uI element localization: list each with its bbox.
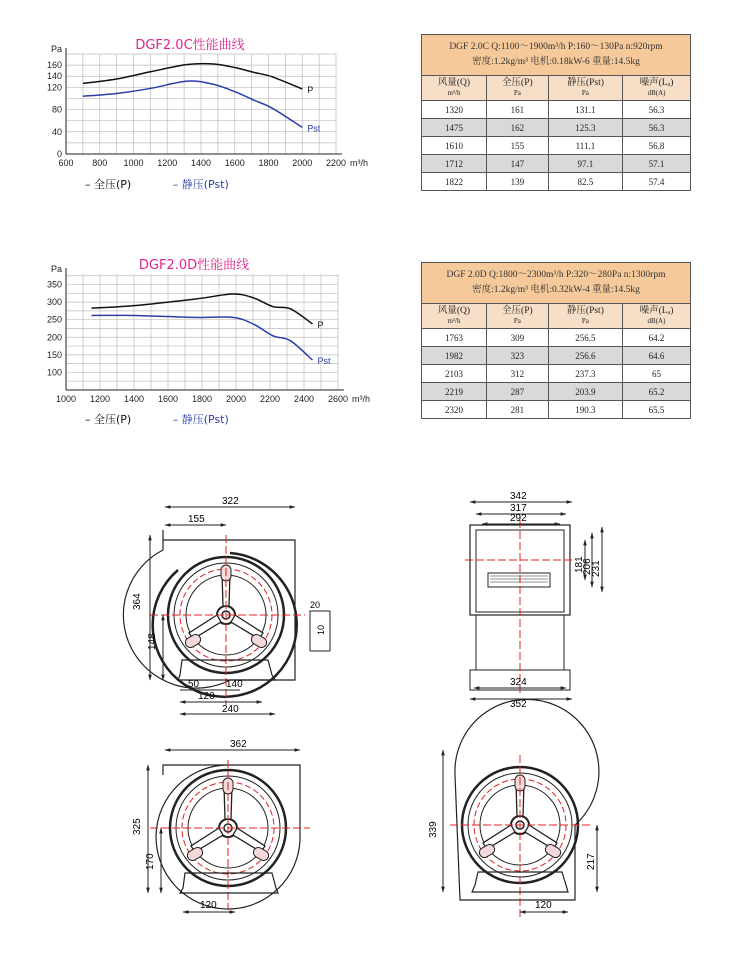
- col-unit: dB(A): [647, 89, 666, 97]
- dim-140: 140: [226, 679, 243, 690]
- x-tick-label: 1000: [123, 158, 144, 168]
- table-row: 2219 287 203.9 65.2: [422, 383, 691, 401]
- col-name: 全压(P): [502, 78, 533, 88]
- y-tick-label: 160: [46, 60, 62, 71]
- x-unit-label: m³/h: [350, 158, 368, 168]
- y-unit-label: Pa: [50, 264, 62, 274]
- legend-c: [85, 176, 229, 192]
- col-name: 噪声(Lₐ): [639, 306, 674, 316]
- x-tick-label: 1600: [224, 158, 245, 168]
- dim-50: 50: [188, 679, 200, 690]
- x-tick-label: 2200: [259, 394, 281, 404]
- spec-line-1: DGF 2.0C Q:1100～1900m³/h P:160～130Pa n:920rpm: [449, 42, 663, 52]
- chart-title-d: DGF2.0D性能曲线: [138, 258, 250, 273]
- y-tick-label: 150: [46, 349, 62, 360]
- series-label-p: P: [317, 319, 324, 330]
- x-tick-label: 1600: [157, 394, 179, 404]
- column-headers: [422, 304, 691, 329]
- table-row: 1610 155 111.1 56.8: [422, 137, 691, 155]
- dim-325: 325: [132, 818, 143, 835]
- chart-title-c: DGF2.0C性能曲线: [135, 38, 245, 53]
- col-unit: m³/h: [447, 317, 461, 325]
- x-tick-label: 2600: [327, 394, 349, 404]
- table-row: 1475 162 125.3 56.3: [422, 119, 691, 137]
- performance-table-c: [421, 34, 691, 191]
- spec-line-2: 密度:1.2kg/m³ 电机:0.18kW-6 重量:14.5kg: [472, 57, 640, 67]
- col-name: 噪声(Lₐ): [639, 78, 674, 88]
- x-tick-label: 1800: [191, 394, 213, 404]
- column-headers: [422, 76, 691, 101]
- dim-20: 20: [310, 600, 321, 610]
- dim-217: 217: [586, 853, 597, 870]
- dim-352: 352: [510, 699, 527, 710]
- y-tick-label: 200: [46, 332, 62, 343]
- x-tick-label: 600: [58, 158, 74, 168]
- y-tick-label: 300: [46, 297, 62, 308]
- col-name: 风量(Q): [437, 78, 471, 88]
- x-tick-label: 2000: [292, 158, 313, 168]
- col-unit: Pa: [513, 317, 521, 325]
- y-unit-label: Pa: [50, 44, 62, 54]
- dim-322: 322: [222, 496, 239, 507]
- dim-170: 170: [145, 853, 156, 870]
- x-unit-label: m³/h: [352, 394, 370, 404]
- performance-table-d: [421, 262, 691, 419]
- col-unit: m³/h: [447, 89, 461, 97]
- dim-292: 292: [510, 513, 527, 524]
- x-tick-label: 2200: [325, 158, 347, 168]
- table-header-d: [422, 263, 691, 304]
- y-tick-label: 140: [46, 71, 62, 82]
- dim-181: 181: [574, 556, 585, 573]
- dim-120-rear-left: 120: [200, 900, 217, 911]
- legend-static-pressure: – 静压(Pst): [172, 178, 229, 191]
- x-tick-label: 1400: [123, 394, 145, 404]
- x-tick-label: 1200: [89, 394, 111, 404]
- x-tick-label: 2400: [293, 394, 315, 404]
- dim-155: 155: [188, 514, 205, 525]
- dim-206: 206: [582, 558, 593, 575]
- dim-120-rear-right: 120: [535, 900, 552, 911]
- y-tick-label: 0: [56, 149, 62, 159]
- table-row: 2103 312 237.3 65: [422, 365, 691, 383]
- spec-line-1: DGF 2.0D Q:1800～2300m³/h P:320～280Pa n:1300rpm: [446, 270, 666, 280]
- series-label-pst: Pst: [307, 123, 321, 134]
- series-label-p: P: [307, 85, 314, 95]
- col-name: 全压(P): [502, 306, 533, 316]
- y-tick-label: 40: [51, 126, 62, 137]
- table-row: 1320 161 131.1 56.3: [422, 101, 691, 119]
- x-tick-label: 1000: [55, 394, 77, 404]
- x-tick-label: 1800: [258, 158, 279, 168]
- rear-view-left: [148, 750, 310, 912]
- col-name: 风量(Q): [437, 306, 471, 316]
- dim-120: 120: [198, 691, 215, 702]
- legend-total-pressure: – 全压(P): [85, 413, 132, 426]
- spec-line-2: 密度:1.2kg/m³ 电机:0.32kW-4 重量:14.5kg: [472, 285, 640, 295]
- y-tick-label: 100: [46, 367, 62, 378]
- performance-chart-c: [30, 44, 368, 179]
- y-tick-label: 250: [46, 314, 62, 325]
- series-label-pst: Pst: [317, 356, 331, 367]
- performance-chart-d: [30, 264, 370, 412]
- x-tick-label: 1200: [157, 158, 178, 168]
- col-unit: Pa: [513, 89, 521, 97]
- dim-362: 362: [230, 739, 247, 750]
- table-row: 1763 309 256.5 64.2: [422, 329, 691, 347]
- dim-240: 240: [222, 704, 239, 715]
- dim-364: 364: [132, 593, 143, 610]
- fan-dimension-drawings: [0, 480, 750, 960]
- table-header-c: [422, 35, 691, 76]
- col-unit: Pa: [581, 89, 589, 97]
- legend-static-pressure: – 静压(Pst): [172, 413, 229, 426]
- table-row: 1712 147 97.1 57.1: [422, 155, 691, 173]
- x-tick-label: 1400: [190, 158, 212, 168]
- col-name: 静压(Pst): [566, 78, 604, 88]
- x-tick-label: 2000: [225, 394, 247, 404]
- y-tick-label: 120: [46, 82, 62, 93]
- col-unit: Pa: [581, 317, 589, 325]
- dim-148: 148: [147, 633, 158, 650]
- dim-342: 342: [510, 491, 527, 502]
- dim-231: 231: [591, 560, 602, 577]
- table-row: 1982 323 256.6 64.6: [422, 347, 691, 365]
- table-row: 2320 281 190.3 65.5: [422, 401, 691, 419]
- y-tick-label: 350: [46, 279, 62, 290]
- dim-324: 324: [510, 677, 527, 688]
- legend-total-pressure: – 全压(P): [85, 178, 132, 191]
- col-name: 静压(Pst): [566, 306, 604, 316]
- col-unit: dB(A): [647, 317, 666, 325]
- side-view: [465, 502, 602, 699]
- table-row: 1822 139 82.5 57.4: [422, 173, 691, 191]
- x-tick-label: 800: [92, 158, 108, 168]
- y-tick-label: 80: [51, 104, 62, 115]
- legend-d: [85, 411, 229, 427]
- dim-10: 10: [316, 624, 326, 635]
- dim-317: 317: [510, 503, 527, 514]
- rear-view-right: [443, 699, 599, 920]
- dim-339: 339: [428, 821, 439, 838]
